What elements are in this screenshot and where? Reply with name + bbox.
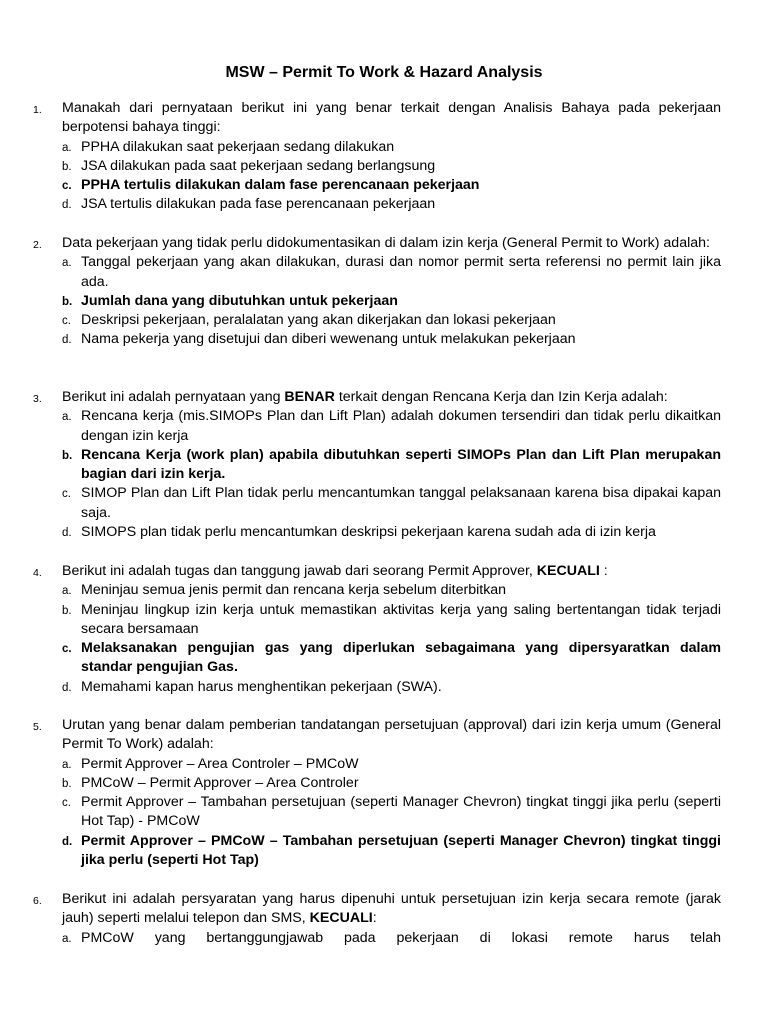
option-b [62,157,721,176]
question-text: Berikut ini adalah tugas dan tanggung jawab dari seorang Permit Approver, KECUALI : [62,563,608,579]
option-letter: d. [62,199,72,212]
option-text: Deskripsi pekerjaan, peralalatan yang akan dikerjakan dan lokasi pekerjaan [81,312,556,329]
option-letter: b. [62,777,72,790]
option-letter: b. [62,604,72,617]
option-d [62,195,721,214]
option-c [62,484,721,523]
option-letter: d. [62,681,72,694]
option-text: PMCoW yang bertanggungjawab pada pekerjaan di lokasi remote harus telah [81,929,721,946]
option-letter: a. [62,585,72,598]
option-c [62,793,721,832]
option-letter: d. [62,334,72,347]
question-4 [0,562,768,697]
question-1 [0,99,768,215]
question-number: 5. [33,721,42,733]
option-a [62,138,721,157]
option-a [62,581,721,600]
option-text: Nama pekerja yang disetujui dan diberi wewenang untuk melakukan pekerjaan [81,331,576,348]
option-b [62,774,721,793]
document-title: MSW – Permit To Work & Hazard Analysis [225,64,543,81]
option-text: PPHA tertulis dilakukan dalam fase perencanaan pekerjaan [81,177,480,194]
option-d [62,678,721,697]
option-a [62,929,721,948]
question-number: 6. [33,895,42,907]
option-c-answer [62,176,721,195]
option-letter: b. [62,449,73,462]
option-c-answer [62,639,721,678]
option-list [0,755,768,871]
option-d-answer [62,832,721,871]
question-3 [0,388,768,542]
question-number: 1. [33,104,42,116]
option-text: Tanggal pekerjaan yang akan dilakukan, durasi dan nomor permit serta referensi no permit lain jika ada. [81,254,721,290]
option-text: PMCoW – Permit Approver – Area Controler [81,774,359,791]
option-text: SIMOPS plan tidak perlu mencantumkan deskripsi pekerjaan karena sudah ada di izin kerja [81,524,656,541]
option-letter: a. [62,411,72,424]
option-letter: a. [62,141,72,154]
option-letter: c. [62,797,71,810]
question-number: 3. [33,393,42,405]
option-text: Rencana kerja (mis.SIMOPs Plan dan Lift Plan) adalah dokumen tersendiri dan tidak perlu dikaitkan dengan izin kerja [81,408,721,444]
option-text: Memahami kapan harus menghentikan pekerjaan (SWA). [81,678,442,695]
option-d [62,523,721,542]
option-list [0,929,768,948]
question-6 [0,890,768,948]
option-letter: c. [62,488,71,501]
option-list [0,407,768,542]
option-b-answer [62,292,721,311]
option-text: Meninjau semua jenis permit dan rencana kerja sebelum diterbitkan [81,582,507,599]
option-d [62,330,721,349]
option-text: Permit Approver – PMCoW – Tambahan persetujuan (seperti Manager Chevron) tingkat tinggi jika perlu (seperti Hot Tap) [81,832,721,869]
option-text: JSA tertulis dilakukan pada fase perencanaan pekerjaan [81,196,436,213]
question-text: Berikut ini adalah pernyataan yang BENAR terkait dengan Rencana Kerja dan Izin Kerja adalah: [62,389,668,405]
option-list [0,253,768,349]
option-letter: d. [62,527,72,540]
question-text: Data pekerjaan yang tidak perlu didokumentasikan di dalam izin kerja (General Permit to Work) adalah: [62,235,710,251]
option-text: Permit Approver – Tambahan persetujuan (seperti Manager Chevron) tingkat tinggi jika perlu (seperti Hot Tap) - PMCoW [81,794,721,830]
option-list [0,138,768,215]
option-list [0,581,768,697]
option-letter: d. [62,835,73,848]
option-letter: c. [62,180,72,193]
question-2 [0,234,768,350]
option-text: Jumlah dana yang dibutuhkan untuk pekerjaan [81,292,398,309]
question-number: 2. [33,239,42,251]
option-a [62,253,721,292]
option-c [62,311,721,330]
option-letter: c. [62,315,71,328]
question-5 [0,716,768,870]
option-letter: c. [62,643,72,656]
option-letter: a. [62,758,72,771]
option-a [62,407,721,446]
option-letter: a. [62,257,72,270]
option-letter: b. [62,295,73,308]
option-a [62,755,721,774]
option-text: PPHA dilakukan saat pekerjaan sedang dilakukan [81,138,395,155]
question-text: Urutan yang benar dalam pemberian tandatangan persetujuan (approval) dari izin kerja umum (General Permit To Work) adalah: [62,717,721,753]
question-text: Manakah dari pernyataan berikut ini yang benar terkait dengan Analisis Bahaya pada pekerjaan berpotensi bahaya tinggi: [62,100,721,136]
option-text: Melaksanakan pengujian gas yang diperlukan sebagaimana yang dipersyaratkan dalam standar pengujian Gas. [81,640,721,676]
option-text: Rencana Kerja (work plan) apabila dibutuhkan seperti SIMOPs Plan dan Lift Plan merupakan bagian dari izin kerja. [81,446,721,483]
question-number: 4. [33,567,42,579]
question-text: Berikut ini adalah persyaratan yang harus dipenuhi untuk persetujuan izin kerja secara remote (jarak jauh) seperti melalui telepon dan SMS, KECUALI: [62,891,721,927]
option-letter: b. [62,160,72,173]
option-letter: a. [62,932,72,945]
option-b-answer [62,446,721,485]
option-b [62,601,721,640]
option-text: Permit Approver – Area Controler – PMCoW [81,755,359,772]
option-text: JSA dilakukan pada saat pekerjaan sedang berlangsung [81,157,436,174]
option-text: Meninjau lingkup izin kerja untuk memastikan aktivitas kerja yang saling bertentangan tidak terjadi secara bersamaan [81,601,721,637]
option-text: SIMOP Plan dan Lift Plan tidak perlu mencantumkan tanggal pelaksanaan karena bisa dipakai kapan saja. [81,485,721,521]
